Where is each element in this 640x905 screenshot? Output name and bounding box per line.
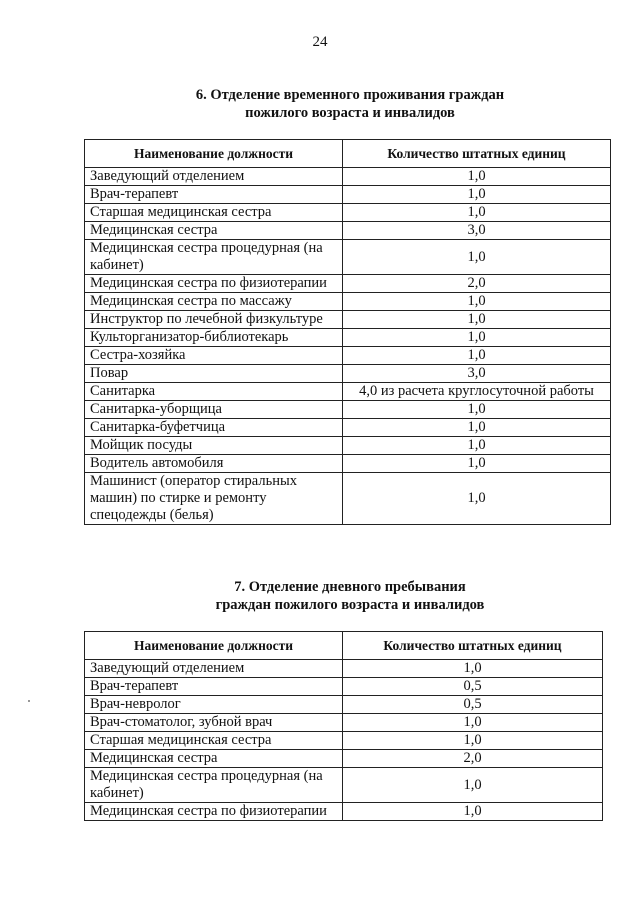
table-header-row bbox=[85, 140, 611, 168]
position-name: Санитарка bbox=[85, 383, 343, 401]
table-row bbox=[85, 696, 603, 714]
position-name: Врач-стоматолог, зубной врач bbox=[85, 714, 343, 732]
position-name: Инструктор по лечебной физкультуре bbox=[85, 311, 343, 329]
table-row bbox=[85, 311, 611, 329]
page-number: 24 bbox=[312, 34, 328, 50]
table-row bbox=[85, 401, 611, 419]
position-name: Медицинская сестра по массажу bbox=[85, 293, 343, 311]
position-name: Медицинская сестра bbox=[85, 750, 343, 768]
table-row bbox=[85, 293, 611, 311]
staff-count: 1,0 bbox=[343, 660, 603, 678]
table-row bbox=[85, 329, 611, 347]
table-row bbox=[85, 437, 611, 455]
table-row bbox=[85, 803, 603, 821]
position-name: Врач-терапевт bbox=[85, 678, 343, 696]
staff-count: 3,0 bbox=[343, 222, 611, 240]
staff-count: 1,0 bbox=[343, 401, 611, 419]
position-name: Медицинская сестра по физиотерапии bbox=[85, 803, 343, 821]
table-row bbox=[85, 660, 603, 678]
position-name: Медицинская сестра по физиотерапии bbox=[85, 275, 343, 293]
table-row bbox=[85, 455, 611, 473]
table-row bbox=[85, 222, 611, 240]
staff-count: 1,0 bbox=[343, 803, 603, 821]
staff-count: 0,5 bbox=[343, 678, 603, 696]
table-row bbox=[85, 714, 603, 732]
section-6-title-line2: пожилого возраста и инвалидов bbox=[245, 105, 455, 121]
staff-count: 3,0 bbox=[343, 365, 611, 383]
staff-count: 1,0 bbox=[343, 329, 611, 347]
position-name: Медицинская сестра процедурная (на кабинет) bbox=[85, 768, 343, 803]
section-7-title-line2: граждан пожилого возраста и инвалидов bbox=[215, 597, 485, 613]
table-row bbox=[85, 204, 611, 222]
position-name: Врач-невролог bbox=[85, 696, 343, 714]
table-row bbox=[85, 419, 611, 437]
position-name: Врач-терапевт bbox=[85, 186, 343, 204]
staff-count: 1,0 bbox=[343, 455, 611, 473]
section-7-title bbox=[60, 578, 640, 614]
staff-count: 1,0 bbox=[343, 732, 603, 750]
position-name: Старшая медицинская сестра bbox=[85, 732, 343, 750]
staff-count: 1,0 bbox=[343, 186, 611, 204]
column-header-count: Количество штатных единиц bbox=[343, 632, 603, 660]
section-6-title bbox=[60, 86, 640, 122]
table-row bbox=[85, 750, 603, 768]
column-header-position: Наименование должности bbox=[85, 140, 343, 168]
position-name: Мойщик посуды bbox=[85, 437, 343, 455]
table-row bbox=[85, 168, 611, 186]
staff-count: 0,5 bbox=[343, 696, 603, 714]
section-7-staff-table bbox=[84, 631, 603, 821]
position-name: Повар bbox=[85, 365, 343, 383]
section-6-staff-table bbox=[84, 139, 611, 525]
table-row bbox=[85, 240, 611, 275]
table-row bbox=[85, 473, 611, 525]
position-name: Культорганизатор-библиотекарь bbox=[85, 329, 343, 347]
column-header-position: Наименование должности bbox=[85, 632, 343, 660]
table-row bbox=[85, 275, 611, 293]
position-name: Медицинская сестра bbox=[85, 222, 343, 240]
table-row bbox=[85, 347, 611, 365]
staff-count: 1,0 bbox=[343, 204, 611, 222]
staff-count: 1,0 bbox=[343, 168, 611, 186]
scan-speck bbox=[28, 700, 30, 702]
position-name: Заведующий отделением bbox=[85, 168, 343, 186]
staff-count: 2,0 bbox=[343, 275, 611, 293]
position-name: Сестра-хозяйка bbox=[85, 347, 343, 365]
staff-count: 1,0 bbox=[343, 473, 611, 525]
table-row bbox=[85, 186, 611, 204]
staff-count: 1,0 bbox=[343, 240, 611, 275]
section-7-title-line1: 7. Отделение дневного пребывания bbox=[234, 579, 466, 595]
position-name: Водитель автомобиля bbox=[85, 455, 343, 473]
position-name: Машинист (оператор стиральных машин) по стирке и ремонту спецодежды (белья) bbox=[85, 473, 343, 525]
staff-count: 1,0 bbox=[343, 437, 611, 455]
position-name: Медицинская сестра процедурная (на кабинет) bbox=[85, 240, 343, 275]
staff-count: 4,0 из расчета круглосуточной работы bbox=[343, 383, 611, 401]
table-row bbox=[85, 732, 603, 750]
section-6-title-line1: 6. Отделение временного проживания граждан bbox=[195, 87, 505, 103]
table-row bbox=[85, 678, 603, 696]
staff-count: 2,0 bbox=[343, 750, 603, 768]
staff-count: 1,0 bbox=[343, 419, 611, 437]
position-name: Старшая медицинская сестра bbox=[85, 204, 343, 222]
staff-count: 1,0 bbox=[343, 311, 611, 329]
table-row bbox=[85, 383, 611, 401]
table-row bbox=[85, 365, 611, 383]
position-name: Санитарка-буфетчица bbox=[85, 419, 343, 437]
staff-count: 1,0 bbox=[343, 347, 611, 365]
table-row bbox=[85, 768, 603, 803]
staff-count: 1,0 bbox=[343, 768, 603, 803]
table-header-row bbox=[85, 632, 603, 660]
position-name: Заведующий отделением bbox=[85, 660, 343, 678]
position-name: Санитарка-уборщица bbox=[85, 401, 343, 419]
staff-count: 1,0 bbox=[343, 293, 611, 311]
column-header-count: Количество штатных единиц bbox=[343, 140, 611, 168]
staff-count: 1,0 bbox=[343, 714, 603, 732]
